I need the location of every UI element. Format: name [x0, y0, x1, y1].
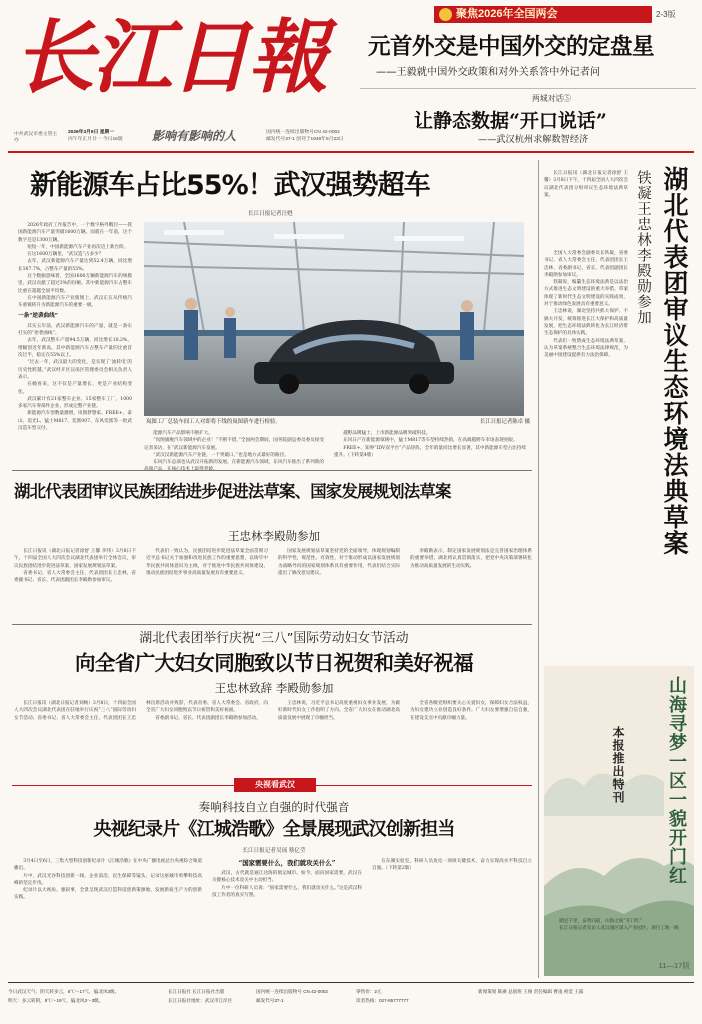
story2-p: 代表们一致认为，民族团结进步促进法草案全面贯彻习近平总书记关于加强和改进民族工作的重要思想，以铸牢中华民族共同体意识为主线，对于推进中华民族共同体建设、推动民族团结进步事业高质量发展具有重要意义。 [146, 549, 268, 576]
footer-air: 明天：多云转阴，8℃～19℃，偏北风2～3级。 [8, 998, 104, 1003]
story4-section-tag[interactable]: 央视看武汉 [234, 778, 316, 792]
story2-body [14, 548, 532, 618]
lead-photo[interactable] [144, 222, 524, 416]
promo-caption [550, 918, 688, 958]
story3-p: 全省各级党组织要关心关爱妇女，保障妇女合法权益，为妇女建功立业创造良好条件。广大妇女要增强自信自强，在建设支点中贡献巾帼力量。 [410, 701, 532, 721]
story4-p: 纪录片以大视角、强叙事，全景呈现武汉打造科技创新策源地、发展新质生产力的创新实践。 [14, 888, 202, 901]
lead-column-3 [334, 430, 526, 466]
emblem-icon [439, 8, 452, 21]
story2-byline: 王忠林李殿勋参加 [228, 529, 320, 543]
promo-box[interactable] [544, 666, 694, 976]
sidebar-p: 王忠林说，湖北坚持共抓大保护、不搞大开发，统筹推进长江大保护和高质量发展，把生态环境法典转化为长江经济带生态保护的具体实践。 [544, 309, 628, 337]
promo-pages[interactable]: 11—17版 [658, 961, 690, 970]
masthead-divider [360, 88, 696, 89]
footer-price: 零售价：2元 [356, 989, 382, 994]
sidebar-divider [538, 160, 539, 978]
story2-p: 长江日报讯（湖北日报记者徐舒 王馨 李伟）3月8日下午，十四届全国人大四次会议湖北代表团举行全体会议，审议民族团结进步促进法草案、国家发展规划法草案。 [14, 549, 136, 569]
masthead-logo: 长江日報 [14, 10, 326, 104]
lead-p: 去年，武汉整车产量94.5万辆，同比增长10.2%，增幅创近年新高。其中新能源汽车占整车产量的比重首次过半，稳定在55%以上。 [18, 338, 132, 359]
promo-kicker: 本报推出特刊 [611, 726, 625, 804]
story3-p: 王忠林说，习近平总书记高度重视妇女事业发展，为做好新时代妇女工作指明了方向。全省广大妇女在推动湖北高质量发展中展现了巾帼担当。 [278, 701, 400, 721]
lead-p: 新能源汽车型数量激增，岚图梦想家、FREE+、泰山、追光L、猛士M817、奕派007、东风奕派等一批武汉造车型交付。 [18, 411, 132, 432]
lead-p: 这个数据意味着，全国1600万辆新能源汽车的规模里，武汉贡献了超过3%的份额。其中新能源汽车占整车比重在超越全国平均数。 [18, 274, 132, 294]
footer-weather: 今日武汉天气：阴天转多云，6℃～17℃，偏北风3级。 [8, 989, 120, 994]
promo-caption-2: 长江日报记者采访人武汉城区深入产业园区、项目工地一线 [559, 926, 679, 932]
lead-p: 2026年政府工作报告中，一个数字格外醒目——我国新能源汽车产量突破1600万辆。而就在一年前，这个数字还是1300万辆。 [18, 223, 132, 243]
lead-p: 能源汽车产品影响不断扩大。 [153, 431, 213, 436]
story3-p: 长江日报讯（湖北日报记者刘畅）3月8日，十四届全国人大四次会议湖北代表团在驻地举行庆祝“三八”国际劳动妇女节活动。省委书记、省人大常委会主任、代表团团长王忠林出席活动并致辞，代表省委、省人大常委会、省政府，向全省广大妇女同胞致以节日祝贺和美好祝福。 [14, 701, 268, 721]
two-sessions-banner[interactable] [434, 6, 652, 23]
top-story-title[interactable]: 元首外交是中国外交的定盘星 [368, 34, 655, 60]
lead-subhead: 一条“逆袭曲线” [18, 312, 58, 319]
lead-p: 其实五年前，武汉新能源汽车的产量，就是一条实打实的“逆袭曲线”。 [18, 323, 132, 337]
masthead-rule [8, 151, 694, 153]
story2-title[interactable]: 湖北代表团审议民族团结进步促进法草案、国家发展规划法草案 [14, 482, 451, 501]
story3-body [14, 700, 532, 770]
story4-p: 片中一位科研人员说：“国家需要什么，我们就攻关什么。”这是武汉科技工作者的真实写照。 [212, 885, 362, 898]
lead-p: FREE+、知界“IDV双平台”产品矩阵，全年销量同比增长显著，其中新能源车型占比持续提升。（下转第4版） [334, 445, 526, 458]
commentary-subtitle: ——武汉杭州求解数智经济 [478, 134, 589, 145]
footer-post: 邮发代号37-1 [256, 998, 284, 1003]
sidebar-subtitle: 铁凝王忠林李殿勋参加 [635, 170, 651, 325]
sidebar-p: 铁凝说，编纂生态环境法典是以法治方式推进生态文明建设的重大举措。草案体现了新时代生态文明建设的实践成果，对于推动绿色发展具有重要意义。 [544, 280, 628, 308]
footer-hotline: 读者热线：027-85777777 [356, 998, 409, 1003]
story2-p: 省委书记、省人大常委会主任、代表团团长王忠林，省委副书记、省长、代表团副团长李殿勋参加审议。 [14, 570, 136, 584]
lead-p: 短短一年，中国新能源汽车产业再次迈上新台阶。 [27, 244, 129, 250]
story4-body-right [372, 858, 532, 970]
sidebar-body [544, 250, 628, 662]
masthead-issn: 国内统一连续出版物号CN 42-0002 [266, 130, 340, 135]
lead-photo-caption: 岚图工厂总装车间工人对即将下线的岚图新车进行检验。 [146, 419, 281, 425]
story3-kicker: 湖北代表团举行庆祝“三八”国际劳动妇女节活动 [139, 631, 409, 646]
promo-caption-1: 踏足千里，奋勇向前，山海之间“开门红” [559, 919, 642, 924]
lead-p: “过去一年，武汉最大的变化，是实现了‘油转电’的历史性跨越。”武汉经开区汉南区管理委员会相关负责人表示。 [18, 360, 132, 380]
story2-p: 国家发展规划法草案坚持党的全面领导，体现规划编制的科学性、规范性、有效性，对于推动形成以国家发展规划为战略导向的国家规划体系具有重要作用。代表们结合实际提出了修改意见建议。 [278, 549, 400, 576]
footer-code: 国内统一连续出版物号 CN 42-0002 [256, 989, 328, 994]
sidebar-p: 全国人大常委会副委员长铁凝，省委书记、省人大常委会主任、代表团团长王忠林，省委副书记、省长、代表团副团长李殿勋参加审议。 [544, 251, 628, 278]
lead-title[interactable]: 新能源车占比55%！武汉强势超车 [30, 170, 430, 201]
commentary-title[interactable]: 让静态数据“开口说话” [414, 110, 607, 132]
story4-p: 片中，武汉光谷科技创新一线、企业前沿、民生保障等镜头，记录这座城市勇攀科技高峰的坚定步伐。 [14, 873, 202, 886]
lead-p: 武汉累计有21家整车企业、15家整车工厂，1000多家汽车零部件企业，形成完整产业链。 [18, 396, 132, 410]
footer-address: 长江日报社地址：武汉市江岸区 [168, 998, 233, 1003]
lead-p: 越野品牌猛士，上市新能源品牌突破科技。 [343, 431, 431, 436]
lead-p: “武汉汉新能源汽车产业链，一个突破口。”也是地方式最好的路径。 [153, 452, 289, 458]
lead-p: 在这1600万辆里，“武汉造”占多少？ [27, 252, 104, 258]
masthead-date: 2026年3月9日 星期一 [68, 130, 115, 135]
story4-kicker: 奏响科技自立自强的时代强音 [198, 800, 350, 814]
lead-p: 在中国新能源汽车产业版图上，武汉正在从传统汽车重镇转升为新能源汽车的重要一极。 [18, 295, 132, 309]
lead-p: 东风日产在新能源领域中，猛士M817等车型持续热销，在高端越野车市场表现亮眼。 [343, 438, 518, 444]
masthead-codes: 邮发代号37-1 创刊于1949年5月23日 [266, 137, 344, 142]
story4-p: 3月4日至6日，三集大型科技创新纪录片《江城浩歌》在中央广播电视总台央视综合频道播出。 [14, 859, 202, 872]
lead-byline: 长江日报记者汪甦 [248, 211, 293, 217]
banner-tag: 聚焦2026年全国两会 [456, 8, 558, 20]
sidebar-body-top [544, 170, 628, 246]
section-divider [12, 470, 532, 471]
story4-byline: 长江日报记者吴瑶 蔡亿莹 [242, 848, 306, 854]
story4-p: 在东湖实验室，科研人员攻克一项项关键技术，奋力实现高水平科技自立自强。（下转第2版） [372, 859, 532, 872]
story2-p: 李殿勋表示，制定国家发展规划法是完善国家治理体系的重要举措。湖北将认真贯彻落实，把党中央决策部署转化为推动高质量发展的生动实践。 [410, 549, 532, 569]
story4-body-mid [212, 858, 362, 970]
masthead-lunar: 丙午年正月廿一 今日16版 [68, 137, 123, 142]
factory-photo [144, 222, 524, 416]
lead-photo-credit: 长江日报记者陈卓 摄 [479, 419, 530, 425]
footer-editors: 新闻策划 陈赓 总值班 王俊 责任编辑 曹凌 视觉 王露 [478, 989, 584, 994]
top-story-subtitle: ——王毅就中国外交政策和对外关系答中外记者问 [376, 67, 601, 78]
sidebar-p: 代表们一致赞成生态环境法典草案，认为草案系统整合生态环境法律规范，为美丽中国建设提供有力法治保障。 [544, 338, 628, 359]
footer-rule [8, 982, 694, 983]
sidebar-title[interactable]: 湖北代表团审议生态环境法典草案 [660, 166, 689, 556]
lead-p: “岚图旗舰汽车领域中的企业！”不断不错，”全国两会期间，国务院副总委员委员接受记者采访，在“武汉新能源汽车发展。 [144, 438, 324, 451]
story4-body-left [14, 858, 202, 970]
story3-p: 省委副书记、省长、代表团副团长李殿勋参加活动。 [155, 715, 261, 721]
lead-column-2 [144, 430, 324, 466]
lead-p: 东风汽车总部也从武汉开拓新的发展。在新能源汽车领域，东风汽车推出了系列新的 [153, 460, 324, 466]
section-divider [12, 624, 532, 625]
masthead [0, 0, 702, 150]
sidebar-p: 长江日报讯（湖北日报记者徐舒 王馨）3月8日下午，十四届全国人大四次会议湖北代表团分组审议生态环境法典草案。 [544, 171, 628, 198]
lead-p: 去年，武汉新能源汽车产量达到52.4万辆，同比增长167.7%，占整车产量的55%。 [18, 259, 132, 272]
story4-quote: “国家需要什么，我们就攻关什么” [238, 859, 336, 867]
masthead-info [14, 128, 344, 150]
footer [8, 986, 694, 1016]
lead-p: 在她看来，这不仅是产量增长，更是产业结构变化。 [18, 382, 132, 395]
footer-office: 长江日报社 长江日报社出版 [168, 989, 225, 994]
banner-pages[interactable]: 2-3版 [656, 10, 676, 19]
masthead-slogan: 影响有影响的人 [152, 129, 237, 143]
commentary-kicker: 两城对话⑤ [532, 94, 571, 103]
promo-title: 山海寻梦一区一貌开门红 [666, 676, 687, 885]
story3-byline: 王忠林致辞 李殿勋参加 [214, 681, 334, 695]
story3-title[interactable]: 向全省广大妇女同胞致以节日祝贺和美好祝福 [75, 651, 473, 675]
story4-title[interactable]: 央视纪录片《江城浩歌》全景展现武汉创新担当 [93, 819, 455, 840]
story4-p: 武汉，古代就是通江达海的航运城市。如今，面向国家需要，武汉在关键核心技术攻关中主动担当。 [212, 871, 362, 884]
masthead-sponsor: 中共武汉市委主管主办 [14, 132, 58, 144]
